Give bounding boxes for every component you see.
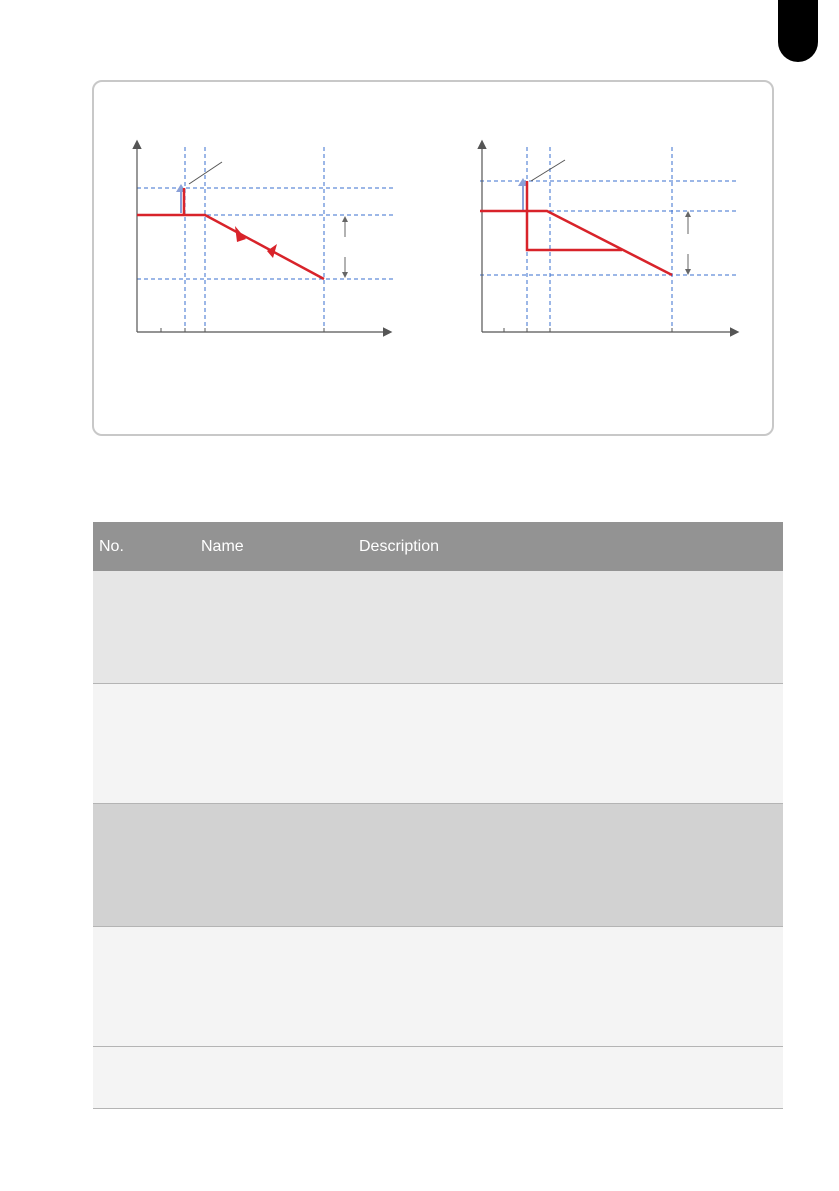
table-row xyxy=(93,804,783,927)
right-guide-lines xyxy=(480,147,736,332)
table-cell-name xyxy=(195,684,353,804)
parameter-table xyxy=(93,522,783,1109)
left-curve-arrow-down xyxy=(235,226,246,242)
table-row xyxy=(93,571,783,684)
table-cell-no xyxy=(93,684,195,804)
table-header-row xyxy=(93,522,783,571)
table-cell-description xyxy=(353,1047,783,1109)
left-curve-arrow-up xyxy=(267,244,277,258)
table-cell-no xyxy=(93,804,195,927)
left-leader-line xyxy=(189,162,222,184)
column-header-name: Name xyxy=(195,522,353,571)
table-row xyxy=(93,684,783,804)
table-cell-no xyxy=(93,927,195,1047)
table-row xyxy=(93,1047,783,1109)
left-curve xyxy=(137,188,324,279)
table-cell-description xyxy=(353,804,783,927)
table-cell-description xyxy=(353,571,783,684)
column-header-description: Description xyxy=(353,522,783,571)
page-tab-marker xyxy=(778,0,818,62)
right-curve xyxy=(480,181,672,275)
table-cell-description xyxy=(353,927,783,1047)
left-graph xyxy=(137,142,394,332)
table-cell-no xyxy=(93,571,195,684)
figure-panel xyxy=(92,80,774,436)
table-cell-name xyxy=(195,1047,353,1109)
column-header-no: No. xyxy=(93,522,195,571)
table-row xyxy=(93,927,783,1047)
table-cell-description xyxy=(353,684,783,804)
table-cell-name xyxy=(195,927,353,1047)
table-cell-name xyxy=(195,804,353,927)
right-leader-line xyxy=(531,160,565,181)
table-cell-no xyxy=(93,1047,195,1109)
figure-graphs xyxy=(94,82,776,438)
left-guide-lines xyxy=(137,147,394,332)
right-graph xyxy=(480,142,737,332)
table-cell-name xyxy=(195,571,353,684)
